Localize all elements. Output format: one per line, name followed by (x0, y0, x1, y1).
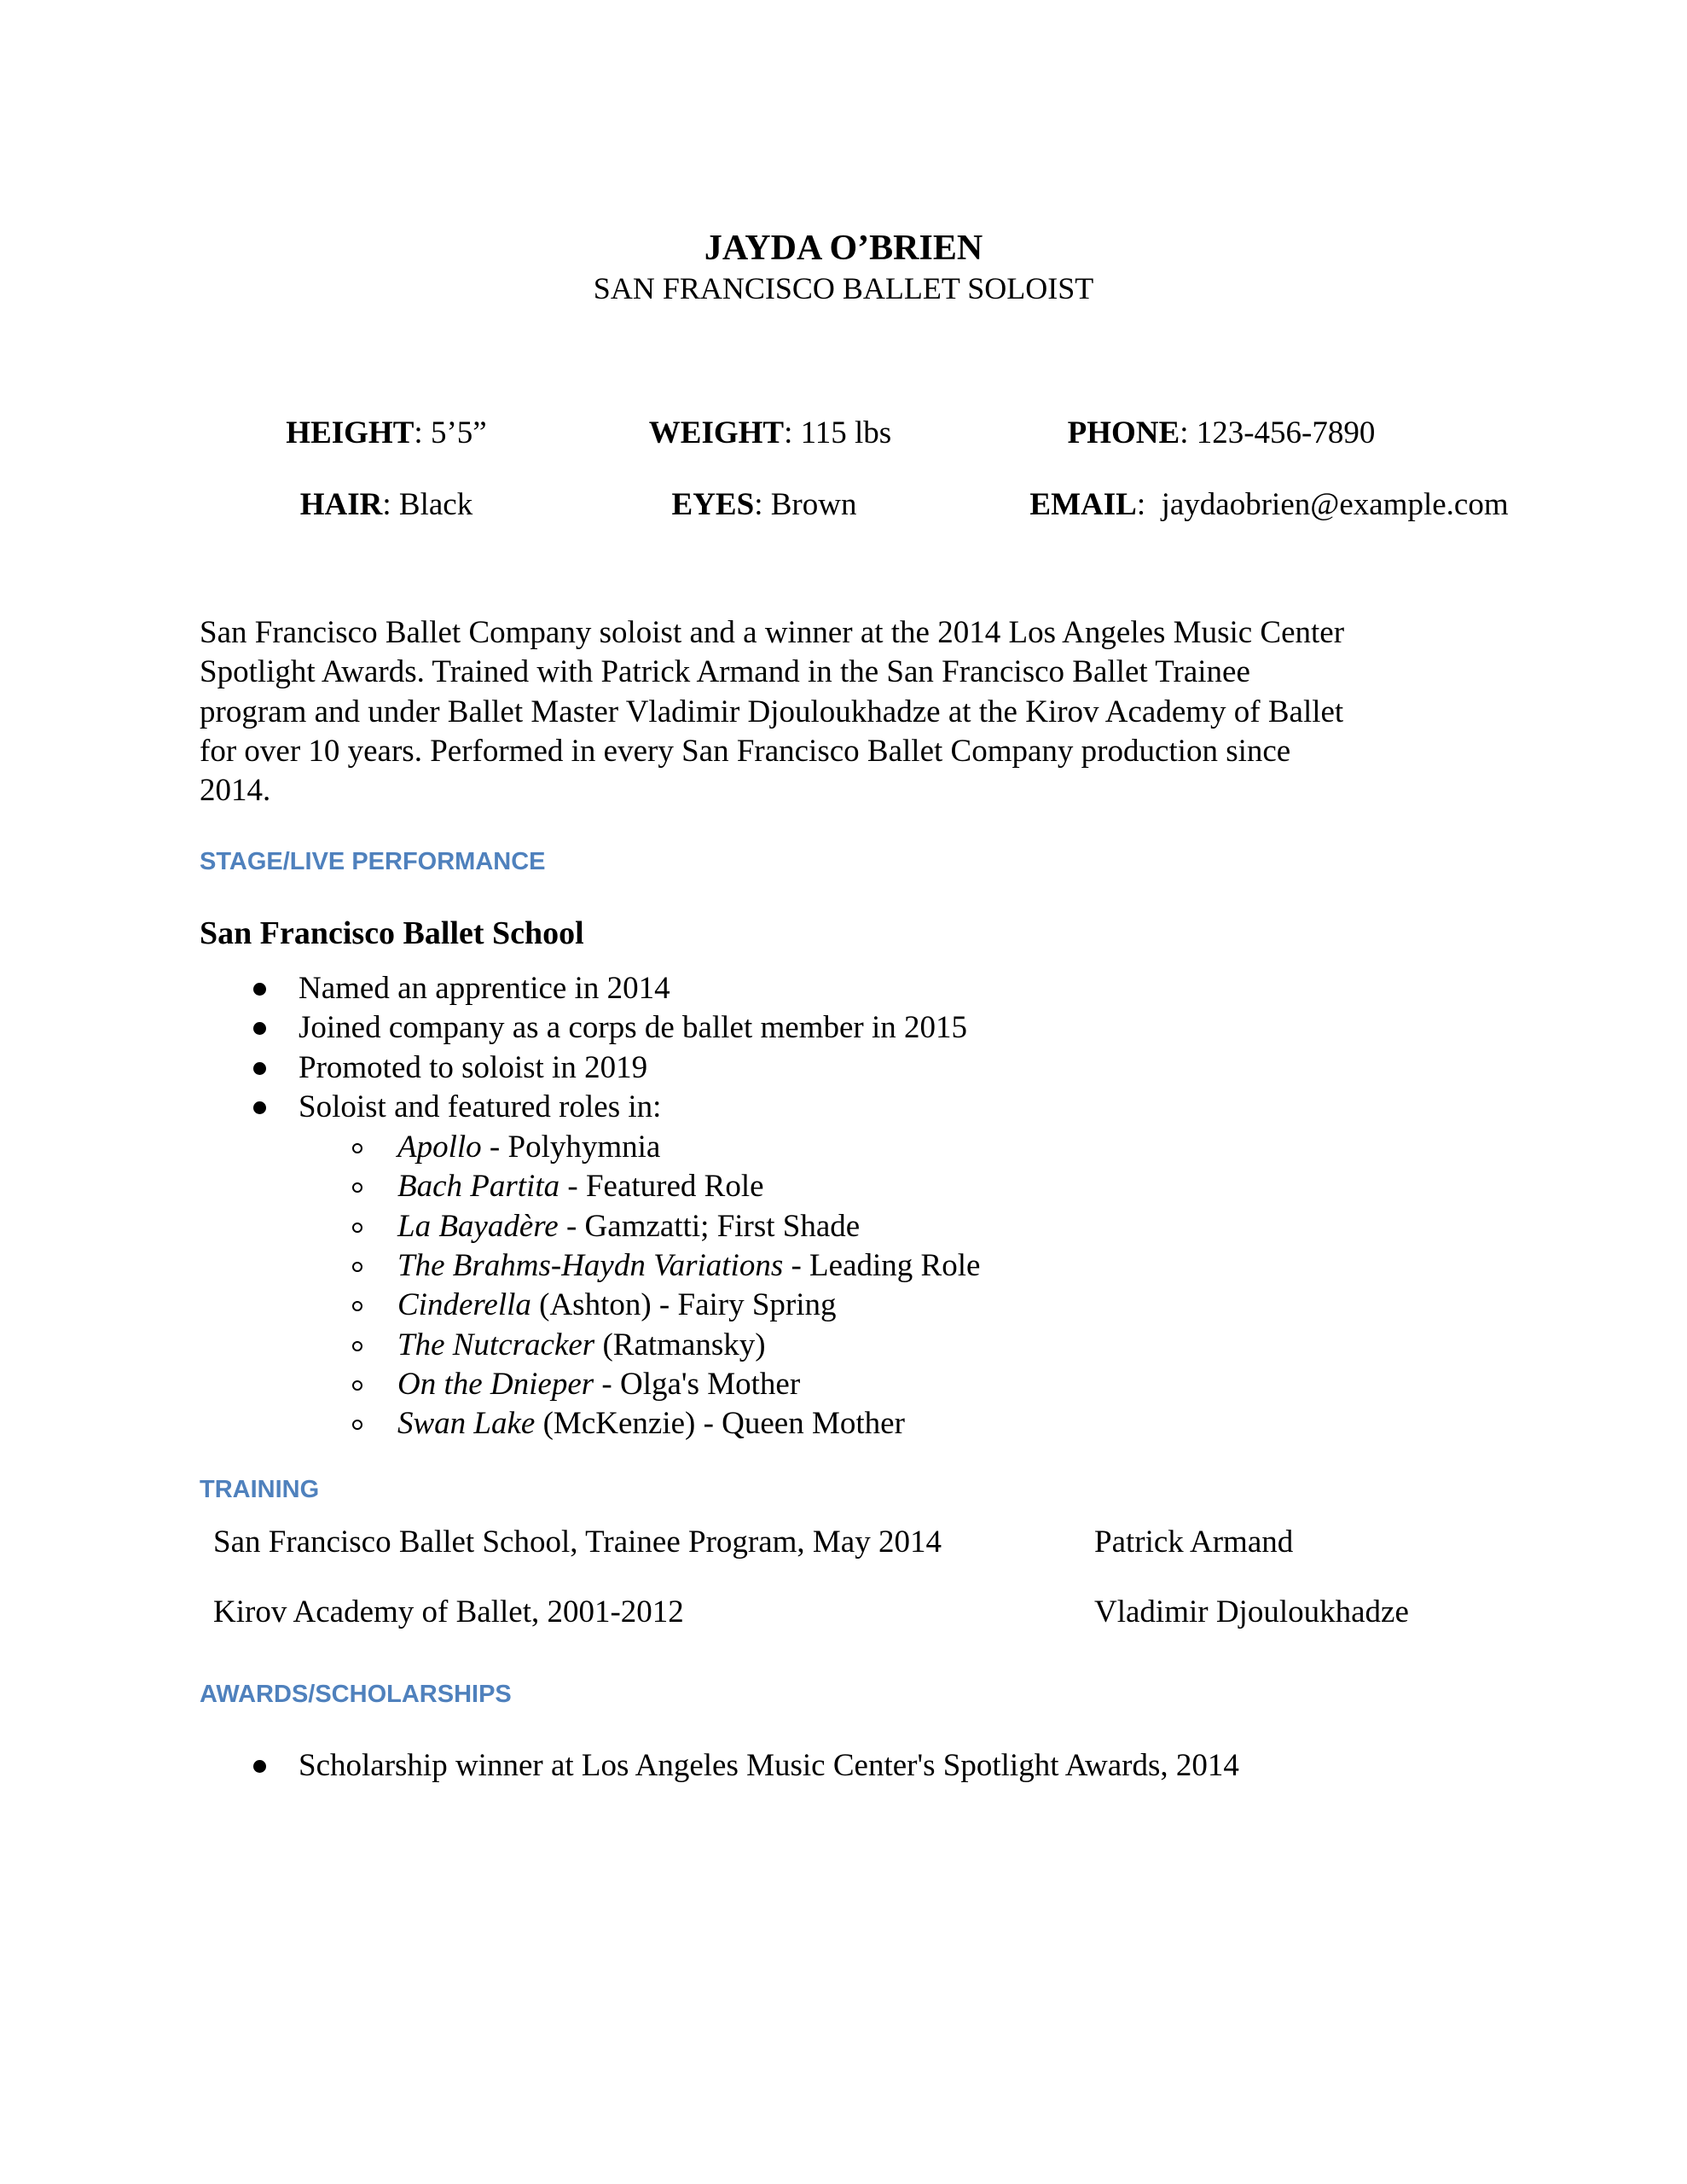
stage-bullet-item: Promoted to soloist in 2019 (299, 1049, 648, 1085)
bullet-icon (253, 1101, 266, 1114)
stat-email: EMAIL: jaydaobrien@example.com (1029, 487, 1509, 522)
circle-bullet-icon (352, 1341, 362, 1351)
role-item (397, 1286, 837, 1325)
section-heading-training: TRAINING (200, 1476, 320, 1503)
circle-bullet-icon (352, 1143, 362, 1153)
circle-bullet-icon (352, 1380, 362, 1391)
stat-height: HEIGHT: 5’5” (286, 415, 487, 450)
bullet-icon (253, 1760, 266, 1773)
stage-bullet-item: Joined company as a corps de ballet member in 2015 (299, 1010, 967, 1046)
role-work-title: Apollo (397, 1130, 482, 1165)
summary-line: San Francisco Ballet Company soloist and a winner at the 2014 Los Angeles Music Center (200, 615, 1345, 650)
role-detail: - Featured Role (559, 1169, 764, 1205)
bullet-icon (253, 983, 266, 996)
circle-bullet-icon (352, 1223, 362, 1233)
bullet-icon (253, 1062, 266, 1075)
role-item (397, 1167, 764, 1206)
role-detail: - Gamzatti; First Shade (558, 1208, 861, 1244)
role-work-title: Bach Partita (397, 1169, 560, 1205)
role-detail: - Polyhymnia (481, 1130, 661, 1165)
summary-line: Spotlight Awards. Trained with Patrick Armand in the San Francisco Ballet Trainee (200, 654, 1250, 689)
role-item (397, 1404, 905, 1443)
summary-line: for over 10 years. Performed in every San Francisco Ballet Company production since (200, 734, 1291, 769)
summary-line: 2014. (200, 773, 271, 808)
role-detail: - Leading Role (783, 1247, 981, 1283)
training-teacher: Patrick Armand (1094, 1525, 1294, 1560)
role-detail: (Ashton) - Fairy Spring (530, 1287, 837, 1323)
award-item: Scholarship winner at Los Angeles Music Center's Spotlight Awards, 2014 (299, 1748, 1239, 1783)
role-work-title: The Brahms-Haydn Variations (397, 1247, 784, 1283)
role-work-title: On the Dnieper (397, 1366, 594, 1402)
role-work-title: The Nutcracker (397, 1327, 595, 1362)
training-school: Kirov Academy of Ballet, 2001-2012 (213, 1594, 684, 1629)
role-item (397, 1246, 980, 1286)
stage-bullet-item: Named an apprentice in 2014 (299, 971, 670, 1006)
stage-bullet-item: Soloist and featured roles in: (299, 1089, 662, 1125)
section-heading-awards: AWARDS/SCHOLARSHIPS (200, 1681, 512, 1708)
stat-hair: HAIR: Black (299, 487, 473, 522)
company-heading: San Francisco Ballet School (200, 915, 584, 951)
role-work-title: La Bayadère (397, 1208, 559, 1244)
training-school: San Francisco Ballet School, Trainee Program, May 2014 (213, 1525, 942, 1560)
stat-eyes: EYES: Brown (671, 487, 857, 522)
circle-bullet-icon (352, 1420, 362, 1430)
resume-name: JAYDA O’BRIEN (704, 229, 983, 268)
role-item (397, 1365, 800, 1404)
section-heading-stage: STAGE/LIVE PERFORMANCE (200, 848, 546, 875)
summary-line: program and under Ballet Master Vladimir Djouloukhadze at the Kirov Academy of Ballet (200, 694, 1344, 729)
role-work-title: Cinderella (397, 1287, 531, 1323)
role-work-title: Swan Lake (397, 1406, 536, 1442)
circle-bullet-icon (352, 1182, 362, 1193)
resume-title: SAN FRANCISCO BALLET SOLOIST (593, 271, 1094, 305)
stat-weight: WEIGHT: 115 lbs (648, 415, 892, 450)
role-detail: (Ratmansky) (594, 1327, 766, 1362)
circle-bullet-icon (352, 1301, 362, 1311)
role-item (397, 1326, 766, 1365)
stat-phone: PHONE: 123-456-7890 (1067, 415, 1376, 450)
circle-bullet-icon (352, 1262, 362, 1272)
role-item (397, 1128, 660, 1167)
bullet-icon (253, 1022, 266, 1035)
role-detail: - Olga's Mother (594, 1366, 801, 1402)
role-detail: (McKenzie) - Queen Mother (535, 1406, 905, 1442)
training-teacher: Vladimir Djouloukhadze (1094, 1594, 1409, 1629)
role-item (397, 1207, 860, 1246)
